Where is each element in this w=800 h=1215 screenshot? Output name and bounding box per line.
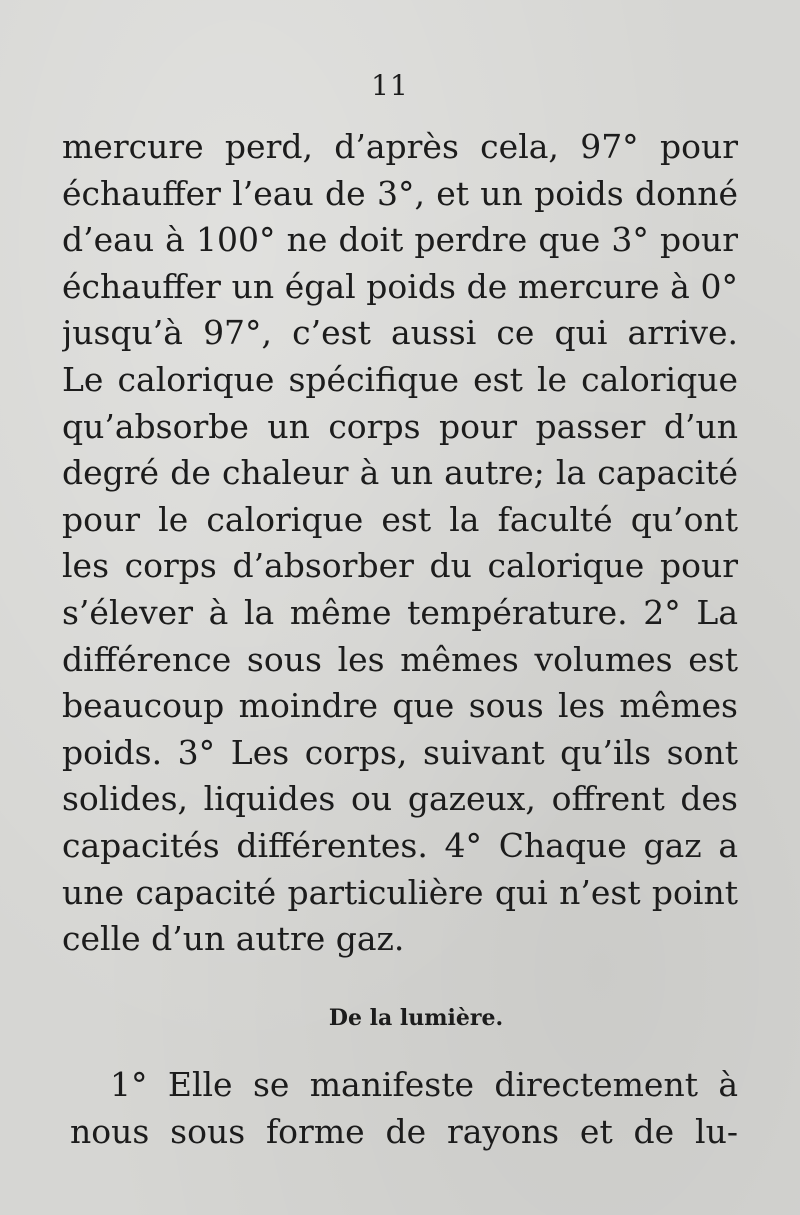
paragraph-calorique xyxy=(62,124,738,963)
text-line: poids. 3° Les corps, suivant qu’ils sont xyxy=(62,732,738,772)
text-line: solides, liquides ou gazeux, offrent des xyxy=(62,779,738,819)
text-line: échauffer un égal poids de mercure à 0° xyxy=(62,266,738,306)
text-line: pour le calorique est la faculté qu’ont xyxy=(62,499,738,539)
text-line: qu’absorbe un corps pour passer d’un xyxy=(62,406,738,446)
section-heading: De la lumière. xyxy=(328,1005,504,1031)
text-line: échauffer l’eau de 3°, et un poids donné xyxy=(62,173,738,213)
text-line: s’élever à la même température. 2° La xyxy=(62,592,738,632)
text-line: capacités différentes. 4° Chaque gaz a xyxy=(62,825,738,865)
text-line: d’eau à 100° ne doit perdre que 3° pour xyxy=(62,220,738,260)
text-line: une capacité particulière qui n’est point xyxy=(62,872,738,912)
text-line: 1° Elle se manifeste directement à xyxy=(110,1065,738,1104)
page-number: 11 xyxy=(371,69,409,102)
text-line: différence sous les mêmes volumes est xyxy=(62,639,738,679)
text-line: degré de chaleur à un autre; la capacité xyxy=(62,453,738,493)
paragraph-lumiere xyxy=(70,1062,738,1155)
text-line: les corps d’absorber du calorique pour xyxy=(62,546,738,586)
text-line: Le calorique spécifique est le calorique xyxy=(62,359,738,399)
text-line: mercure perd, d’après cela, 97° pour xyxy=(62,127,738,166)
text-line: nous sous forme de rayons et de lu- xyxy=(70,1111,738,1151)
text-line: celle d’un autre gaz. xyxy=(62,919,405,959)
text-line: beaucoup moindre que sous les mêmes xyxy=(62,686,738,726)
text-line: jusqu’à 97°, c’est aussi ce qui arrive. xyxy=(62,313,738,353)
